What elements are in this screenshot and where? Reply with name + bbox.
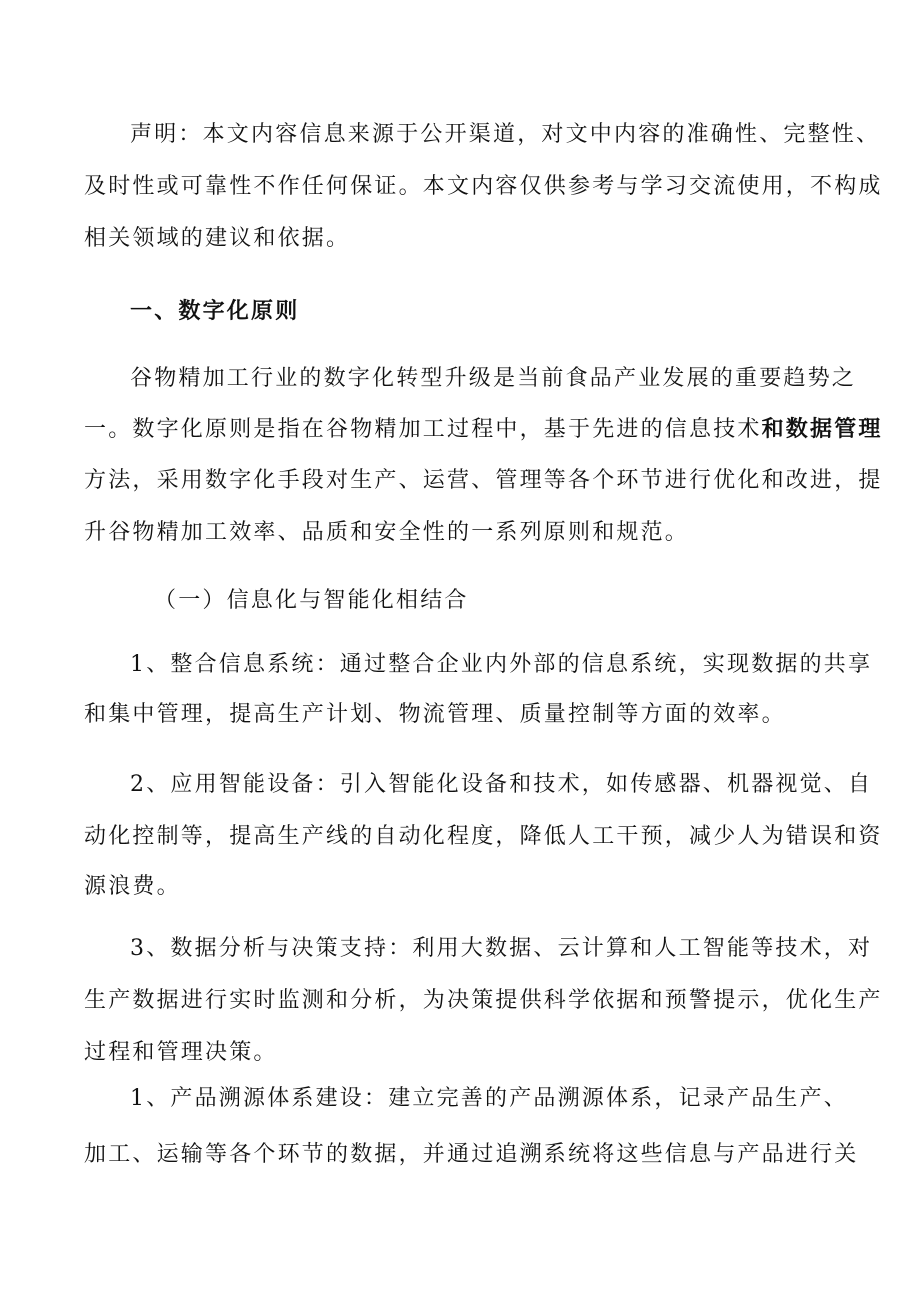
intro-line-4: 升谷物精加工效率、品质和安全性的一系列原则和规范。 (84, 520, 690, 545)
section-heading: 一、数字化原则 (130, 298, 300, 324)
subheading: （一）信息化与智能化相结合 (154, 588, 469, 613)
disclaimer-line-1: 声明：本文内容信息来源于公开渠道，对文中内容的准确性、完整性、 (130, 122, 881, 147)
item-2-line-3: 源浪费。 (84, 874, 181, 899)
intro-line-3: 方法，采用数字化手段对生产、运营、管理等各个环节进行优化和改进，提 (84, 468, 883, 493)
disclaimer-line-2: 及时性或可靠性不作任何保证。本文内容仅供参考与学习交流使用，不构成 (84, 174, 883, 199)
intro-line-1: 谷物精加工行业的数字化转型升级是当前食品产业发展的重要趋势之 (130, 366, 857, 391)
item-1-line-1: 1、整合信息系统：通过整合企业内外部的信息系统，实现数据的共享 (130, 652, 873, 677)
item-3-line-2: 生产数据进行实时监测和分析，为决策提供科学依据和预警提示，优化生产 (84, 988, 883, 1013)
disclaimer-line-3: 相关领域的建议和依据。 (84, 226, 351, 251)
item-3-line-1: 3、数据分析与决策支持：利用大数据、云计算和人工智能等技术，对 (130, 936, 873, 961)
item-4-line-2: 加工、运输等各个环节的数据，并通过追溯系统将这些信息与产品进行关 (84, 1142, 859, 1167)
item-4-line-1: 1、产品溯源体系建设：建立完善的产品溯源体系，记录产品生产、 (130, 1086, 848, 1111)
intro-line-2 (84, 414, 883, 445)
item-3-line-3: 过程和管理决策。 (84, 1040, 278, 1065)
item-2-line-1: 2、应用智能设备：引入智能化设备和技术，如传感器、机器视觉、自 (130, 772, 873, 797)
intro-line-2-text: 一。数字化原则是指在谷物精加工过程中，基于先进的信息技术 (84, 417, 762, 442)
intro-line-2-bold: 和数据管理 (761, 416, 883, 442)
item-2-line-2: 动化控制等，提高生产线的自动化程度，降低人工干预，减少人为错误和资 (84, 824, 883, 849)
item-1-line-2: 和集中管理，提高生产计划、物流管理、质量控制等方面的效率。 (84, 702, 786, 727)
